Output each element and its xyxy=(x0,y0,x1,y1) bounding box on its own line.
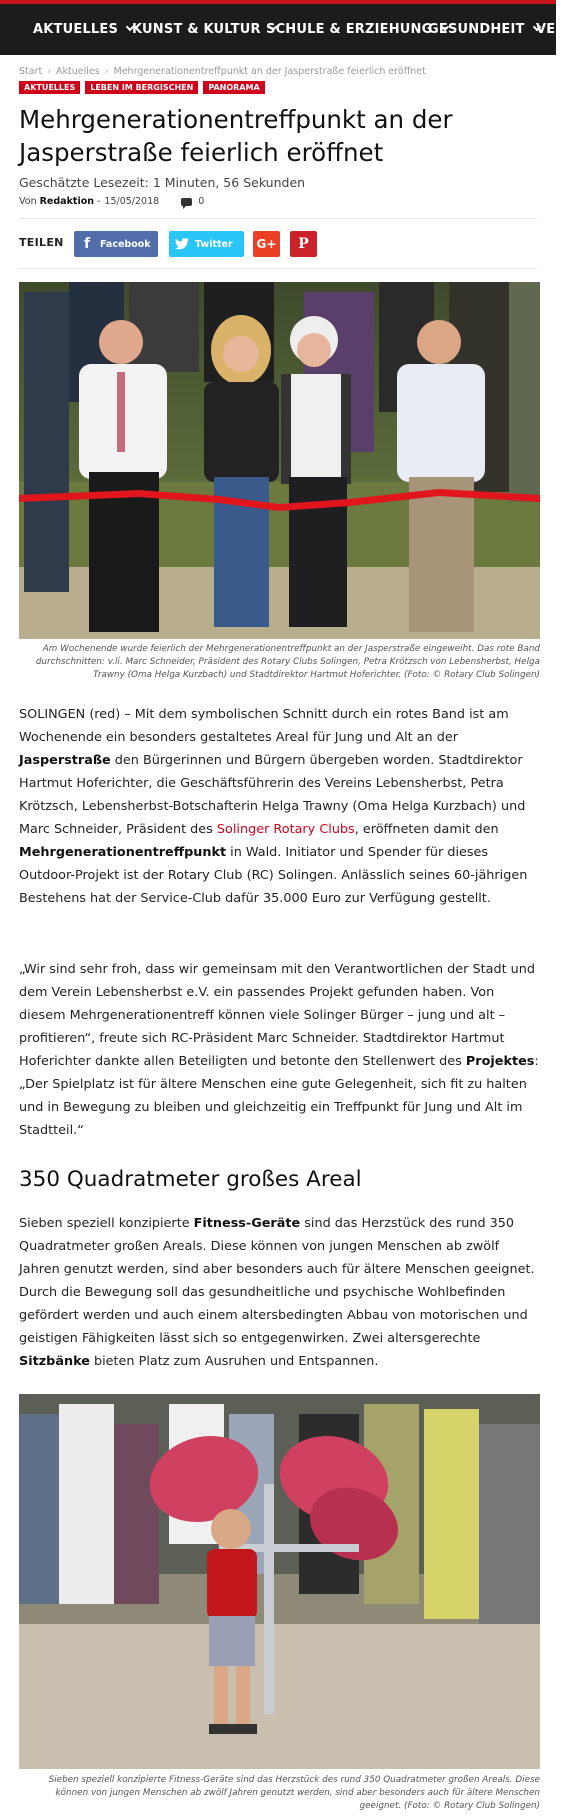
text: , eröffneten damit den xyxy=(354,822,499,837)
breadcrumb-current: Mehrgenerationentreffpunkt an der Jasperstraße feierlich eröffnet xyxy=(113,66,426,77)
facebook-share-label: Facebook xyxy=(100,238,151,250)
section-heading: 350 Quadratmeter großes Areal xyxy=(19,1167,362,1192)
share-label: TEILEN xyxy=(19,236,64,249)
breadcrumb-aktuelles[interactable]: Aktuelles xyxy=(56,66,100,77)
text: bieten Platz zum Ausruhen und Entspannen. xyxy=(89,1354,379,1369)
breadcrumb-start[interactable]: Start xyxy=(19,66,43,77)
text: SOLINGEN (red) – Mit dem symbolischen Schnitt durch ein rotes Band ist am Wochenende ein besonders gestaltetes Areal für Jung und Alt an der xyxy=(19,707,509,745)
meta-separator: - xyxy=(96,196,101,207)
photo-caption: Sieben speziell konzipierte Fitness-Geräte sind das Herzstück des rund 350 Quadratmeter großen Areals. Diese können von jungen Menschen ab zwölf Jahren genutzt werden, sind aber besonders auch für ältere Menschen geeignet. (Foto: © Rotary Club Solingen) xyxy=(48,1775,540,1811)
nav-label: KUNST & KULTUR xyxy=(132,22,261,37)
category-tag-panorama[interactable]: PANORAMA xyxy=(203,81,264,94)
category-tag-aktuelles[interactable]: AKTUELLES xyxy=(19,81,80,94)
breadcrumb xyxy=(19,66,426,77)
text: Sieben speziell konzipierte xyxy=(19,1216,194,1231)
article-paragraph-2 xyxy=(19,958,539,1142)
bold-text: Sitzbänke xyxy=(19,1354,90,1369)
category-tags xyxy=(19,81,265,95)
bold-text: Fitness-Geräte xyxy=(193,1216,301,1231)
divider xyxy=(19,268,537,269)
nav-item-schule-erziehung[interactable] xyxy=(266,4,448,55)
googleplus-icon: G+ xyxy=(256,237,277,251)
nav-label: VER xyxy=(536,22,566,37)
twitter-icon xyxy=(169,231,195,257)
main-navigation xyxy=(0,4,566,55)
author-link[interactable]: Redaktion xyxy=(39,196,94,207)
paragraph xyxy=(19,703,539,910)
text: : „Der Spielplatz ist für ältere Menschen eine gute Gelegenheit, sich fit zu halten und in Bewegung zu bleiben und gleichzeitig ein Treffpunkt für Jung und Alt im Stadtteil.“ xyxy=(19,1054,539,1138)
twitter-share-label: Twitter xyxy=(195,238,233,250)
nav-label: SCHULE & ERZIEHUNG xyxy=(266,22,433,37)
rotary-club-link[interactable]: Solinger Rotary Clubs xyxy=(216,822,355,837)
nav-item-kunst-kultur[interactable] xyxy=(132,4,276,55)
post-meta xyxy=(19,196,204,207)
nav-label: AKTUELLES xyxy=(33,22,119,37)
fitness-equipment-photo xyxy=(19,1394,540,1769)
breadcrumb-separator-icon: › xyxy=(104,66,109,77)
category-tag-leben-im-bergischen[interactable]: LEBEN IM BERGISCHEN xyxy=(85,81,198,94)
comment-count[interactable]: 0 xyxy=(198,196,205,207)
paragraph xyxy=(19,1212,539,1373)
googleplus-share-button[interactable] xyxy=(253,231,280,257)
page-title: Mehrgenerationentreffpunkt an der Jasperstraße feierlich eröffnet xyxy=(19,105,453,167)
nav-item-gesundheit[interactable] xyxy=(428,4,540,55)
pinterest-share-button[interactable] xyxy=(290,231,317,257)
breadcrumb-separator-icon: › xyxy=(47,66,52,77)
photo-caption: Am Wochenende wurde feierlich der Mehrgenerationentreffpunkt an der Jasperstraße eingeweiht. Das rote Band durchschnitten: v.li. Marc Schneider, Präsident des Rotary Clubs Solingen, Petra Krötzsch von Lebensherbst, Helga Trawny (Oma Helga Kurzbach) und Stadtdirektor Hartmut Hoferichter. (Foto: © Rotary Club Solingen) xyxy=(35,644,540,680)
text: „Wir sind sehr froh, dass wir gemeinsam mit den Verantwortlichen der Stadt und dem Verein Lebensherbst e.V. ein passendes Projekt gefunden haben. Von diesem Mehrgenerationentreff können viele Solinger Bürger – jung und alt – profitieren“, freute sich RC-Präsident Marc Schneider. Stadtdirektor Hartmut Hoferichter dankte allen Beteiligten und betonte den Stellenwert des xyxy=(19,962,536,1069)
bold-text: Mehrgenerationentreffpunkt xyxy=(19,845,227,860)
comment-icon[interactable] xyxy=(181,198,192,206)
ribbon-cutting-photo xyxy=(19,282,540,639)
twitter-share-button[interactable] xyxy=(169,231,244,257)
text: den Bürgerinnen und Bürgern übergeben worden. Stadtdirektor Hartmut Hoferichter, die Geschäftsführerin des Vereins Lebensherbst, Petra Krötzsch, Lebensherbst-Botschafterin Helga Trawny (Oma Helga Kurzbach) und Marc Schneider, Präsident des xyxy=(19,753,526,837)
pinterest-icon: P xyxy=(298,236,309,252)
facebook-share-button[interactable] xyxy=(74,231,158,257)
bold-text: Jasperstraße xyxy=(19,753,111,768)
nav-item-aktuelles[interactable] xyxy=(33,4,133,55)
text: sind das Herzstück des rund 350 Quadratmeter großen Areals. Diese können von jungen Menschen ab zwölf Jahren genutzt werden, sind aber besonders auch für ältere Menschen geeignet. Durch die Bewegung soll das gesundheitliche und psychische Wohlbefinden gefördert werden und auch einem altersbedingten Abbau von motorischen und geistigen Fähigkeiten lässt sich so entgegenwirken. Zwei altersgerechte xyxy=(19,1216,535,1346)
post-date: 15/05/2018 xyxy=(104,196,160,207)
bold-text: Projektes xyxy=(465,1054,535,1069)
nav-label: GESUNDHEIT xyxy=(428,22,525,37)
article-paragraph-1 xyxy=(19,703,539,910)
divider xyxy=(19,218,537,219)
text: in Wald. Initiator und Spender für dieses Outdoor-Projekt ist der Rotary Club (RC) Solingen. Anlässlich seines 60-jährigen Bestehens hat der Service-Club dafür 35.000 Euro zur Verfügung gestellt. xyxy=(19,845,528,906)
reading-time: Geschätzte Lesezeit: 1 Minuten, 56 Sekunden xyxy=(19,175,306,190)
article-paragraph-3 xyxy=(19,1212,539,1373)
nav-item-ver[interactable] xyxy=(536,4,566,55)
facebook-icon: f xyxy=(83,236,91,252)
paragraph xyxy=(19,958,539,1142)
author-prefix: Von xyxy=(19,196,37,207)
